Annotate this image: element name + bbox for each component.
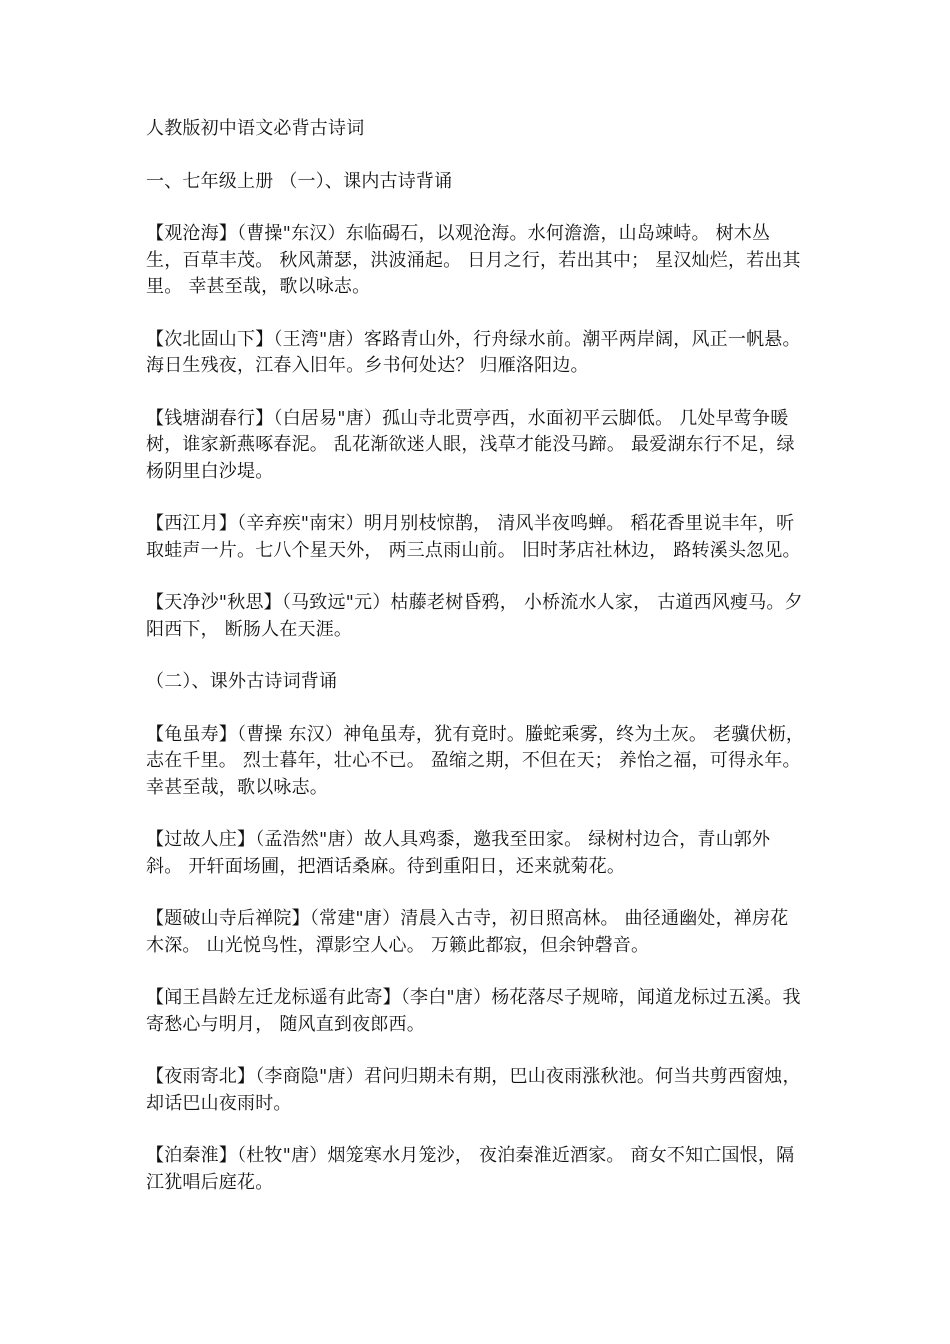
poem-bo-qin-huai: 【泊秦淮】（杜牧"唐）烟笼寒水月笼沙， 夜泊秦淮近酒家。 商女不知亡国恨，隔江犹唱后庭花。 [146, 1145, 795, 1193]
document-title: 人教版初中语文必背古诗词 [146, 118, 365, 139]
poem-xi-jiang-yue: 【西江月】（辛弃疾"南宋）明月别枝惊鹊， 清风半夜鸣蝉。 稻花香里说丰年，听取蛙声一片。七八个星天外， 两三点雨山前。 旧时茅店社林边， 路转溪头忽见。 [146, 513, 801, 561]
poem-wen-wang-chang-ling: 【闻王昌龄左迁龙标遥有此寄】（李白"唐）杨花落尽子规啼，闻道龙标过五溪。我寄愁心与明月， 随风直到夜郎西。 [146, 987, 801, 1035]
poem-qian-tang-hu-chun-xing: 【钱塘湖春行】（白居易"唐）孤山寺北贾亭西，水面初平云脚低。 几处早莺争暖树，谁家新燕啄春泥。 乱花渐欲迷人眼，浅草才能没马蹄。 最爱湖东行不足，绿杨阴里白沙堤。 [146, 407, 795, 482]
poem-gui-sui-shou: 【龟虽寿】（曹操 东汉）神龟虽寿，犹有竟时。螣蛇乘雾，终为土灰。 老骥伏枥，志在千里。 烈士暮年，壮心不已。 盈缩之期，不但在天； 养怡之福，可得永年。 幸甚至哉，歌以咏志。 [146, 723, 805, 798]
poem-ci-bei-gu-shan-xia: 【次北固山下】（王湾"唐）客路青山外，行舟绿水前。潮平两岸阔，风正一帆悬。 海日生残夜，江春入旧年。乡书何处达？ 归雁洛阳边。 [146, 328, 801, 376]
poem-ti-po-shan-si: 【题破山寺后禅院】（常建"唐）清晨入古寺，初日照高林。 曲径通幽处，禅房花木深。 山光悦鸟性，潭影空人心。 万籁此都寂，但余钟磬音。 [146, 908, 789, 956]
section-heading-extra: （二）、课外古诗词背诵 [146, 671, 338, 692]
poem-guo-gu-ren-zhuang: 【过故人庄】（孟浩然"唐）故人具鸡黍，邀我至田家。 绿树村边合，青山郭外斜。 开轩面场圃，把酒话桑麻。待到重阳日，还来就菊花。 [146, 829, 771, 877]
poem-guan-cang-hai: 【观沧海】（曹操"东汉）东临碣石，以观沧海。水何澹澹，山岛竦峙。 树木丛生，百草丰茂。 秋风萧瑟，洪波涌起。 日月之行，若出其中； 星汉灿烂，若出其里。 幸甚至哉，歌以咏志。 [146, 223, 801, 297]
document-page [146, 116, 806, 1196]
poem-tian-jing-sha: 【天净沙"秋思】（马致远"元）枯藤老树昏鸦， 小桥流水人家， 古道西风瘦马。夕阳西下， 断肠人在天涯。 [146, 592, 803, 640]
poem-ye-yu-ji-bei: 【夜雨寄北】（李商隐"唐）君问归期未有期，巴山夜雨涨秋池。何当共剪西窗烛，却话巴山夜雨时。 [146, 1066, 801, 1114]
section-heading-grade7: 一、七年级上册 （一）、课内古诗背诵 [146, 170, 453, 192]
